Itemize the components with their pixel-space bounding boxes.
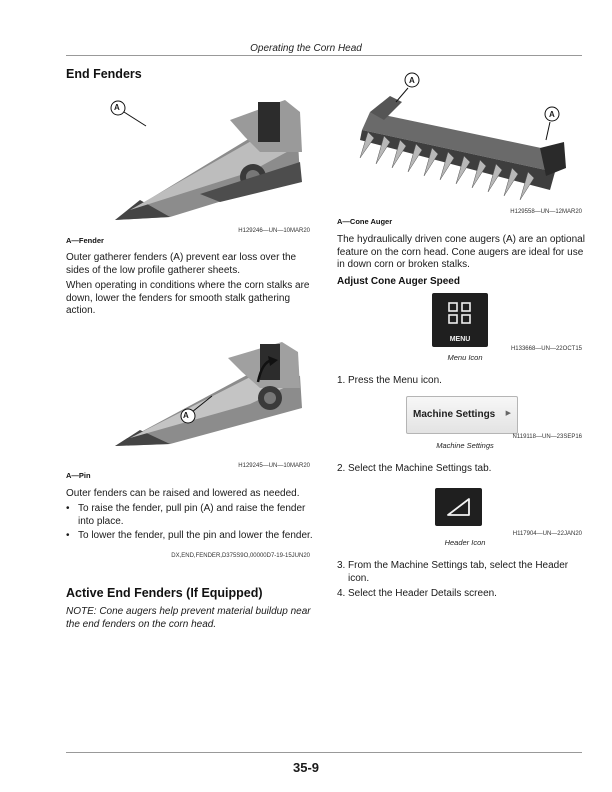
menu-icon[interactable]: [432, 293, 488, 347]
page-number: 35-9: [292, 760, 320, 775]
section-heading-adjust-cone-auger-speed: Adjust Cone Auger Speed: [337, 276, 460, 287]
note: NOTE: Cone augers help prevent material buildup near the end fenders on the corn head.: [66, 606, 311, 630]
step: 4. Select the Header Details screen.: [337, 588, 497, 599]
step: 2. Select the Machine Settings tab.: [337, 463, 492, 474]
figure-caption: Machine Settings: [436, 441, 494, 450]
step: 1. Press the Menu icon.: [337, 375, 442, 386]
machine-settings-label: Machine Settings: [413, 409, 496, 420]
figure-legend: A—Pin: [66, 471, 91, 480]
grid-icon: [432, 293, 488, 333]
figure-legend: A—Cone Auger: [337, 217, 393, 226]
header-wedge-icon: [435, 488, 482, 526]
callout-a: A: [409, 76, 415, 85]
section-heading-end-fenders: End Fenders: [66, 67, 142, 81]
figure-caption: Menu Icon: [447, 353, 483, 362]
figure-id: N119118—UN—23SEP16: [512, 434, 582, 440]
section-heading-active-end-fenders: Active End Fenders (If Equipped): [66, 586, 263, 600]
figure-id: H129245—UN—10MAR20: [238, 463, 310, 469]
footer-rule: [66, 752, 582, 753]
callout-a: A: [114, 103, 120, 112]
paragraph: Outer gatherer fenders (A) prevent ear loss over the sides of the low profile gatherer sheets.: [66, 252, 297, 276]
document-code: DX,END,FENDER,D375S9O,00000D7-19-15JUN20: [171, 553, 310, 559]
machine-settings-button[interactable]: [406, 396, 518, 434]
figure-id: H133668—UN—22OCT15: [510, 346, 582, 352]
callout-a: A: [549, 110, 555, 119]
figure-id: H117904—UN—22JAN20: [512, 531, 582, 537]
bullet-list: [66, 503, 316, 543]
menu-label: MENU: [449, 336, 471, 343]
header-rule: [66, 55, 582, 56]
list-item: • To lower the fender, pull the pin and lower the fender.: [66, 530, 313, 541]
figure-id: H129246—UN—10MAR20: [238, 228, 310, 234]
figure-caption: Header Icon: [444, 538, 486, 547]
figure-fender: [110, 92, 310, 224]
callout-a: A: [183, 411, 189, 420]
paragraph: The hydraulically driven cone augers (A) are an optional feature on the corn head. Cone augers are ideal for use in down corn or broken stalks.: [337, 234, 585, 270]
figure-id: H129558—UN—12MAR20: [510, 209, 582, 215]
figure-legend: A—Fender: [66, 236, 104, 245]
figure-pin: [110, 338, 310, 450]
step: 3. From the Machine Settings tab, select the Header icon.: [337, 560, 569, 584]
chevron-right-icon: ▶: [505, 410, 511, 417]
running-head: Operating the Corn Head: [250, 43, 362, 54]
header-icon[interactable]: [435, 488, 482, 526]
list-item: • To raise the fender, pull pin (A) and raise the fender into place.: [66, 503, 306, 527]
paragraph: Outer fenders can be raised and lowered as needed.: [66, 488, 300, 499]
paragraph: When operating in conditions where the corn stalks are down, lower the fenders for smooth stalk gathering action.: [66, 280, 310, 316]
figure-cone-auger: [350, 72, 572, 204]
